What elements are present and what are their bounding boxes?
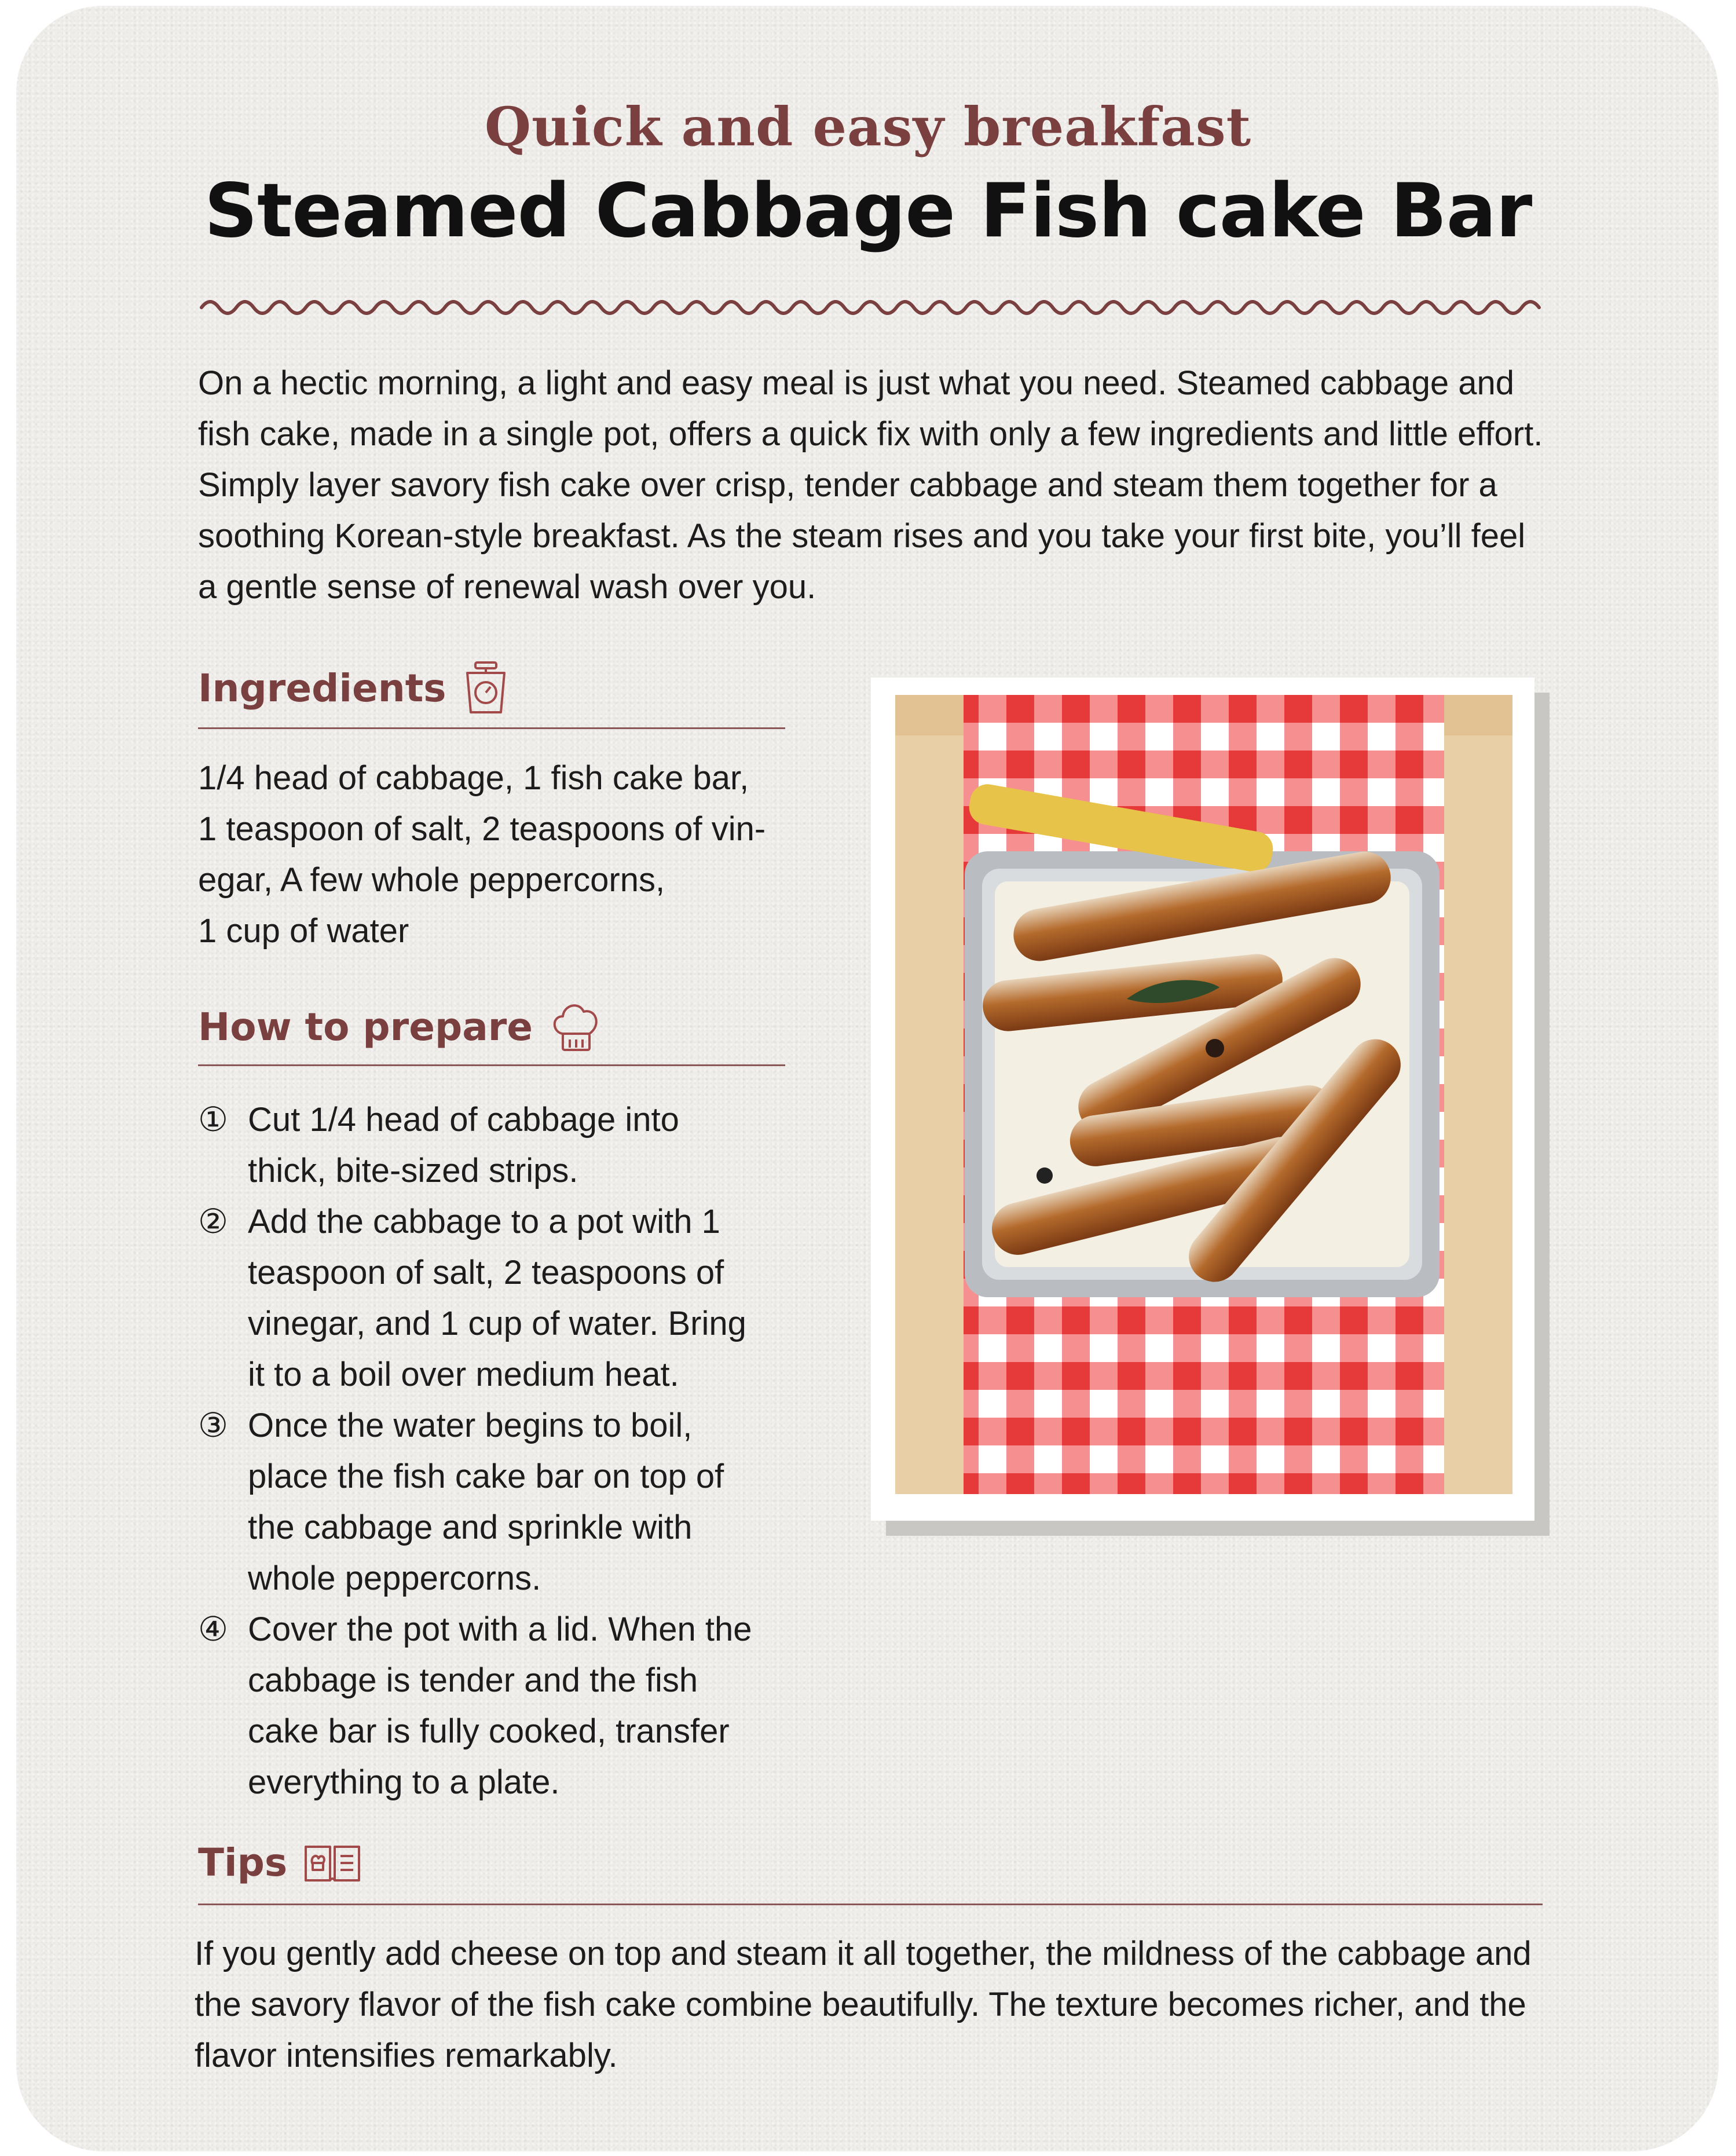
ingredients-rule [198, 727, 785, 729]
ingredient-line: 1 cup of water [198, 912, 409, 950]
steps-list [198, 1095, 789, 1808]
ingredients-list [198, 753, 789, 957]
ingredient-line: 1/4 head of cabbage, 1 fish cake bar, [198, 759, 749, 797]
tips-heading [198, 1840, 361, 1885]
ingredients-heading-label: Ingredients [198, 665, 446, 711]
step-item [198, 1400, 789, 1604]
step-line: Cover the pot with a lid. When the [248, 1610, 752, 1648]
wavy-divider [198, 292, 1541, 321]
step-item [198, 1095, 789, 1196]
tips-heading-label: Tips [198, 1840, 288, 1885]
step-line: thick, bite-sized strips. [248, 1152, 578, 1189]
step-line: whole peppercorns. [248, 1560, 541, 1597]
ingredient-line: egar, A few whole peppercorns, [198, 861, 665, 899]
recipe-title: Steamed Cabbage Fish cake Bar [204, 168, 1532, 254]
step-line: place the fish cake bar on top of [248, 1458, 724, 1495]
step-line: teaspoon of salt, 2 teaspoons of [248, 1254, 724, 1291]
step-line: everything to a plate. [248, 1763, 560, 1801]
intro-paragraph: On a hectic morning, a light and easy meal is just what you need. Steamed cabbage and fish cake, made in a single pot, offers a quick fix with only a few ingredients and little effort. Simply layer savory fish cake over crisp, tender cabbage and steam them together for a soothing Korean-style breakfast. As the steam rises and you take your first bite, you’ll feel a gentle sense of renewal wash over you. [198, 364, 1543, 606]
step-number: ② [198, 1203, 228, 1240]
step-line: Add the cabbage to a pot with 1 [248, 1203, 720, 1240]
step-line: it to a boil over medium heat. [248, 1356, 679, 1393]
step-number: ③ [198, 1407, 228, 1444]
sausage-tray-photo [895, 695, 1512, 1494]
step-line: Cut 1/4 head of cabbage into [248, 1101, 679, 1139]
step-line: the cabbage and sprinkle with [248, 1509, 693, 1546]
step-number: ④ [198, 1610, 228, 1648]
step-line: vinegar, and 1 cup of water. Bring [248, 1305, 746, 1342]
prepare-heading [198, 999, 603, 1055]
chef-hat-icon [549, 999, 603, 1055]
step-line: Once the water begins to boil, [248, 1407, 693, 1444]
recipe-book-icon [303, 1842, 361, 1884]
step-number: ① [198, 1101, 228, 1139]
prepare-rule [198, 1064, 785, 1066]
step-item [198, 1604, 789, 1808]
tips-rule [198, 1904, 1543, 1905]
tips-paragraph: If you gently add cheese on top and steam it all together, the mildness of the cabbage and the savory flavor of the fish cake combine beautifully. The texture becomes richer, and the flavor intensifies remarkably. [195, 1935, 1532, 2074]
ingredients-heading [198, 660, 509, 716]
food-photo-frame [871, 678, 1534, 1521]
step-line: cabbage is tender and the fish [248, 1661, 698, 1699]
kitchen-scale-icon [463, 660, 509, 716]
step-line: cake bar is fully cooked, transfer [248, 1712, 730, 1750]
prepare-heading-label: How to prepare [198, 1004, 533, 1049]
ingredient-line: 1 teaspoon of salt, 2 teaspoons of vin- [198, 810, 766, 848]
step-item [198, 1196, 789, 1400]
recipe-subtitle: Quick and easy breakfast [484, 96, 1252, 158]
